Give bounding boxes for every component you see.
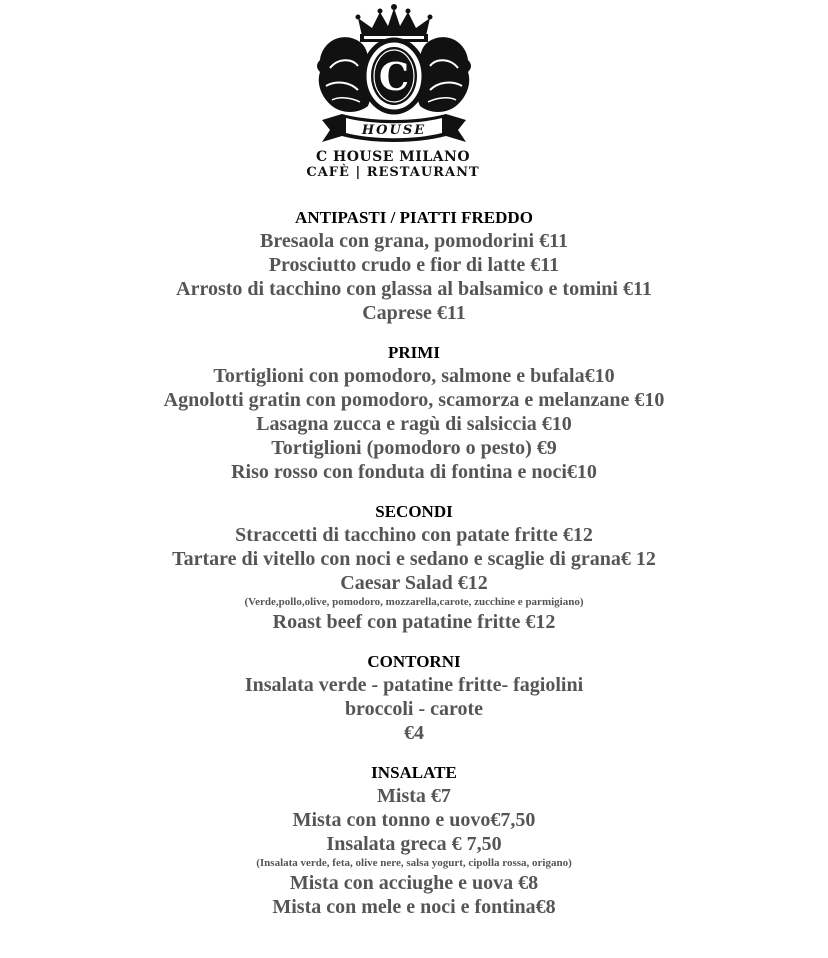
menu-item: Prosciutto crudo e fior di latte €11 bbox=[268, 254, 560, 276]
menu-item: Mista con tonno e uovo€7,50 bbox=[292, 809, 536, 831]
section-contorni bbox=[0, 651, 828, 745]
menu-item-note: (Verde,pollo,olive, pomodoro, mozzarella,carote, zucchine e parmigiano) bbox=[244, 596, 584, 608]
crest-emblem-icon bbox=[312, 2, 476, 144]
menu-item: Lasagna zucca e ragù di salsiccia €10 bbox=[256, 413, 572, 435]
restaurant-tagline: CAFÈ | RESTAURANT bbox=[306, 165, 480, 180]
section-title: INSALATE bbox=[371, 763, 457, 782]
menu-item: Tartare di vitello con noci e sedano e scaglie di grana€ 12 bbox=[172, 548, 656, 570]
banner-ribbon bbox=[322, 114, 466, 142]
menu-item: Caprese €11 bbox=[362, 302, 466, 324]
section-antipasti bbox=[0, 207, 828, 325]
menu-item: Mista €7 bbox=[377, 785, 451, 807]
menu-item: broccoli - carote bbox=[344, 698, 484, 720]
section-title: SECONDI bbox=[375, 502, 453, 521]
menu-item-price: €4 bbox=[404, 722, 424, 744]
menu-item-note: (Insalata verde, feta, olive nere, salsa yogurt, cipolla rossa, origano) bbox=[256, 857, 572, 869]
restaurant-name: C HOUSE MILANO bbox=[315, 149, 471, 165]
section-title: PRIMI bbox=[388, 343, 440, 362]
restaurant-logo bbox=[312, 2, 476, 144]
menu-item: Bresaola con grana, pomodorini €11 bbox=[260, 230, 568, 252]
section-secondi bbox=[0, 501, 828, 634]
menu-item: Straccetti di tacchino con patate fritte €12 bbox=[235, 524, 593, 546]
section-insalate bbox=[0, 762, 828, 919]
menu-item: Roast beef con patatine fritte €12 bbox=[272, 611, 556, 633]
menu-item: Caesar Salad €12 bbox=[340, 572, 488, 594]
menu-item: Arrosto di tacchino con glassa al balsamico e tomini €11 bbox=[176, 278, 652, 300]
menu-item: Mista con mele e noci e fontina€8 bbox=[272, 896, 556, 918]
menu-item: Insalata verde - patatine fritte- fagiolini bbox=[244, 674, 584, 696]
emblem-letter: C bbox=[378, 54, 410, 99]
menu-item: Insalata greca € 7,50 bbox=[326, 833, 502, 855]
menu-item: Riso rosso con fonduta di fontina e noci€10 bbox=[231, 461, 597, 483]
menu-list bbox=[0, 207, 828, 936]
menu-item: Agnolotti gratin con pomodoro, scamorza e melanzane €10 bbox=[163, 389, 665, 411]
section-title: ANTIPASTI / PIATTI FREDDO bbox=[295, 208, 533, 227]
crown-icon bbox=[356, 4, 433, 42]
banner-text: HOUSE bbox=[361, 123, 427, 138]
menu-item: Mista con acciughe e uova €8 bbox=[289, 872, 539, 894]
menu-item: Tortiglioni (pomodoro o pesto) €9 bbox=[271, 437, 557, 459]
section-primi bbox=[0, 342, 828, 484]
menu-item: Tortiglioni con pomodoro, salmone e bufala€10 bbox=[213, 365, 615, 387]
section-title: CONTORNI bbox=[367, 652, 461, 671]
